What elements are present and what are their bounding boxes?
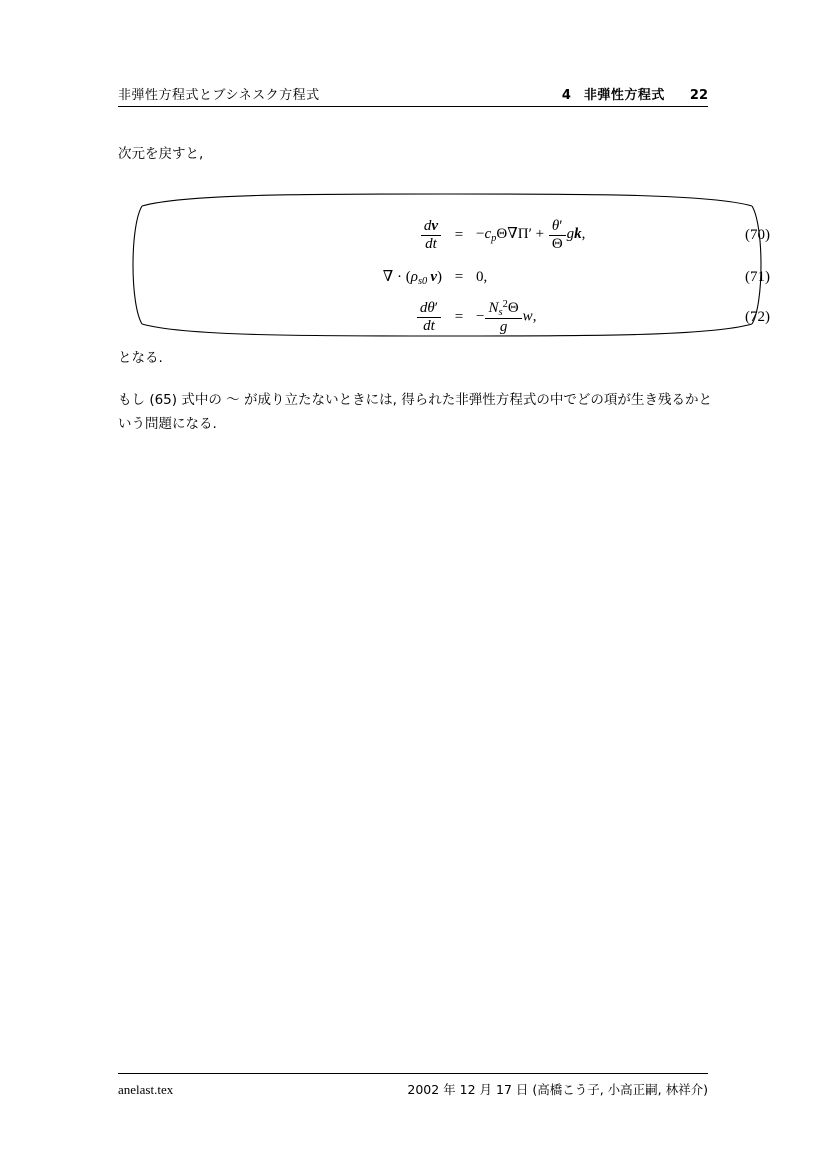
equation-table xyxy=(124,210,770,340)
equation-row-70 xyxy=(124,210,770,260)
equation-70-rhs: $-c_p\Theta\nabla\Pi'$ + $\frac{\theta'}{\Theta}$ gk, xyxy=(476,218,586,252)
footer-rule xyxy=(118,1073,708,1074)
header-rule xyxy=(118,106,708,107)
page-number: 22 xyxy=(689,88,708,103)
equation-71-relation: = xyxy=(454,268,464,285)
equation-71-tag: (71) xyxy=(745,268,770,285)
equation-72-tag: (72) xyxy=(745,308,770,325)
equation-71-rhs: 0, xyxy=(476,268,488,285)
equation-row-71 xyxy=(124,260,770,294)
footer-filename: anelast.tex xyxy=(118,1082,174,1097)
paragraph-after-equations: となる. xyxy=(118,350,163,366)
section-number: 4 xyxy=(561,88,571,103)
equation-72-lhs: $\frac{d\theta'}{dt}$ xyxy=(124,294,442,340)
paragraph-closing: もし (65) 式中の 〜 が成り立たないときには, 得られた非弾性方程式の中でどの項が生き残るかという問題になる. xyxy=(118,392,712,432)
equation-72-relation: = xyxy=(454,308,464,325)
equation-row-72 xyxy=(124,294,770,340)
equation-70-relation: = xyxy=(454,226,464,243)
page-footer xyxy=(118,1080,708,1098)
equation-70-lhs: $\frac{dv}{dt}$ xyxy=(124,210,442,260)
equation-70-tag: (70) xyxy=(745,226,770,243)
section-title: 非弾性方程式 xyxy=(583,88,665,103)
running-head-title: 非弾性方程式とブシネスク方程式 xyxy=(118,88,320,103)
footer-date-authors: 2002 年 12 月 17 日 (高橋こう子, 小高正嗣, 林祥介) xyxy=(407,1082,708,1097)
paragraph-intro: 次元を戻すと, xyxy=(118,146,204,162)
equation-72-rhs: − $\frac{N_s^2\Theta}{g}$ w, xyxy=(476,298,537,336)
equation-71-lhs: ∇ · ($\rho_{s0}$ v) xyxy=(382,269,442,287)
equation-group-box xyxy=(124,192,770,338)
running-head xyxy=(118,84,708,103)
running-head-section xyxy=(562,84,708,103)
